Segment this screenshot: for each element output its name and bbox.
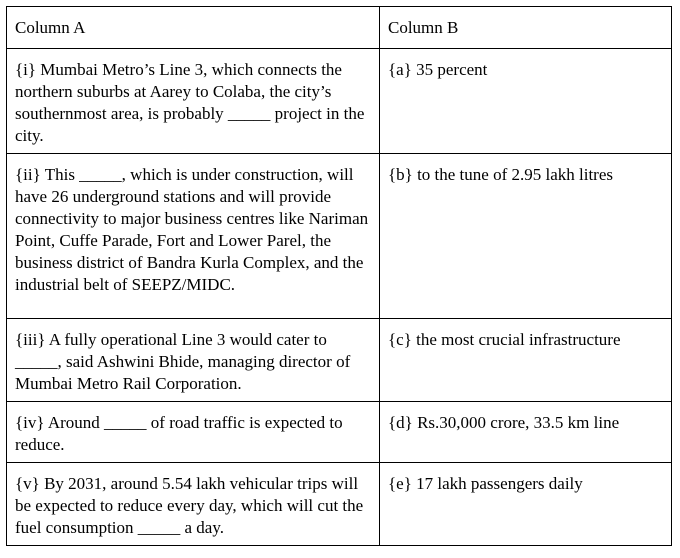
table-row — [7, 319, 672, 402]
table-row — [7, 463, 672, 546]
column-a-header: Column A — [7, 7, 380, 49]
table-row — [7, 402, 672, 463]
match-table — [6, 6, 672, 546]
column-b-cell: {a} 35 percent — [380, 49, 672, 154]
column-a-cell: {iii} A fully operational Line 3 would cater to _____, said Ashwini Bhide, managing director of Mumbai Metro Rail Corporation. — [7, 319, 380, 402]
column-a-cell: {v} By 2031, around 5.54 lakh vehicular trips will be expected to reduce every day, which will cut the fuel consumption _____ a day. — [7, 463, 380, 546]
header-row — [7, 7, 672, 49]
column-b-cell: {e} 17 lakh passengers daily — [380, 463, 672, 546]
table-row — [7, 49, 672, 154]
table-row — [7, 154, 672, 319]
column-a-cell: {i} Mumbai Metro’s Line 3, which connects the northern suburbs at Aarey to Colaba, the city’s southernmost area, is probably _____ project in the city. — [7, 49, 380, 154]
column-b-header: Column B — [380, 7, 672, 49]
column-b-cell: {b} to the tune of 2.95 lakh litres — [380, 154, 672, 319]
column-a-cell: {iv} Around _____ of road traffic is expected to reduce. — [7, 402, 380, 463]
column-b-cell: {d} Rs.30,000 crore, 33.5 km line — [380, 402, 672, 463]
column-b-cell: {c} the most crucial infrastructure — [380, 319, 672, 402]
column-a-cell: {ii} This _____, which is under construction, will have 26 underground stations and will provide connectivity to major business centres like Nariman Point, Cuffe Parade, Fort and Lower Parel, the business district of Bandra Kurla Complex, and the industrial belt of SEEPZ/MIDC. — [7, 154, 380, 319]
